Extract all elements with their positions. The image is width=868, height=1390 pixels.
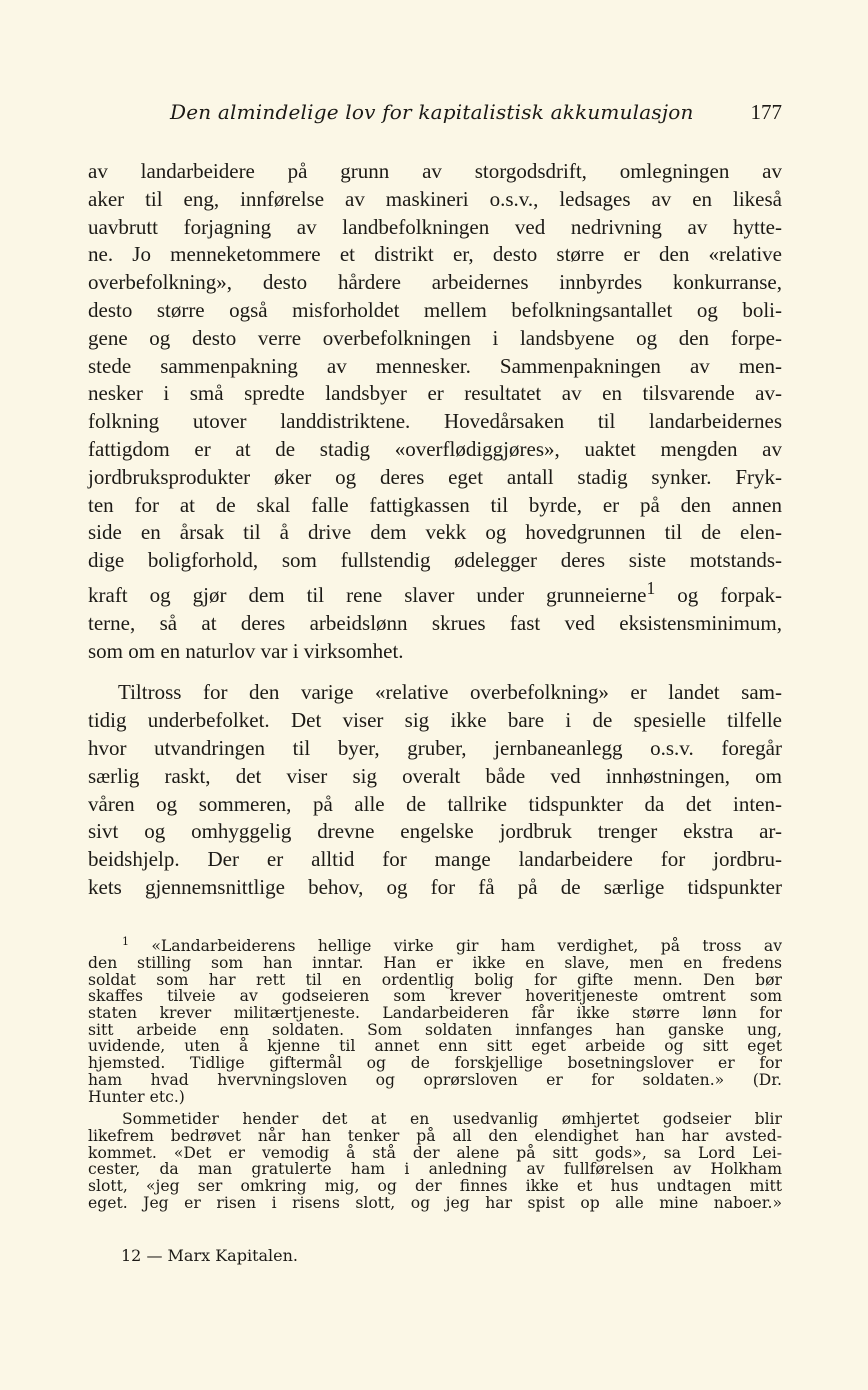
text-line: våren og sommeren, på alle de tallrike tidspunkter da det inten- [88, 791, 782, 816]
text-line-with-footnote-ref [88, 575, 782, 610]
footnote-ref[interactable]: 1 [646, 577, 656, 598]
text-line: som om en naturlov var i virksomhet. [88, 638, 404, 663]
text-line: kets gjennemsnittlige behov, og for få på de særlige tidspunkter [88, 874, 782, 899]
text-line: uavbrutt forjagning av landbefolkningen ved nedrivning av hytte- [88, 214, 782, 239]
footnote-line: Sommetider hender det at en usedvanlig ømhjertet godseier blir [122, 1110, 782, 1129]
text-line: terne, så at deres arbeidslønn skrues fast ved eksistensminimum, [88, 610, 782, 635]
footnote-line: kommet. «Det er vemodig å stå der alene på sitt gods», sa Lord Lei- [88, 1143, 782, 1162]
text-line: folkning utover landdistriktene. Hovedårsaken til landarbeidernes [88, 409, 782, 434]
text-line: ne. Jo menneketommere et distrikt er, desto større er den «relative [88, 242, 782, 267]
footnote-line: sitt arbeide enn soldaten. Som soldaten innfanges han ganske ung, [88, 1020, 782, 1039]
footnote-line: eget. Jeg er risen i risens slott, og jeg har spist op alle mine naboer.» [88, 1193, 782, 1212]
text-line: nesker i små spredte landsbyer er resultatet av en tilsvarende av- [88, 381, 782, 406]
text-line: fattigdom er at de stadig «overflødiggjøres», uaktet mengden av [88, 436, 782, 461]
signature-line: 12 — Marx Kapitalen. [121, 1246, 299, 1265]
footnote-marker: 1 [122, 935, 129, 948]
footnote-line: skaffes tilveie av godseieren som krever hoveritjeneste omtrent som [88, 987, 782, 1006]
text-line: stede sammenpakning av mennesker. Sammenpakningen av men- [88, 353, 782, 378]
footnote-line: slott, «jeg ser omkring mig, og der finnes ikke et hus undtagen mitt [88, 1177, 782, 1196]
footnote-line: likefrem bedrøvet når han tenker på all den elendighet han har avsted- [88, 1126, 782, 1145]
text-segment: «Landarbeiderens hellige virke gir ham verdighet, på tross av [129, 937, 782, 956]
footnote-line: cester, da man gratulerte ham i anledning av fullførelsen av Holkham [88, 1160, 782, 1179]
text-line: gene og desto verre overbefolkningen i landsbyene og den forpe- [88, 325, 782, 350]
footnote-line: soldat som har rett til en ordentlig bolig for gifte menn. Den bør [88, 970, 782, 989]
text-line: aker til eng, innførelse av maskineri o.s.v., ledsages av en likeså [88, 186, 782, 211]
footnote-line [88, 934, 782, 955]
text-line: jordbruksprodukter øker og deres eget antall stadig synker. Fryk- [88, 464, 782, 489]
text-line: Tiltross for den varige «relative overbefolkning» er landet sam- [118, 680, 782, 705]
text-segment: kraft og gjør dem til rene slaver under grunneierne [88, 582, 647, 607]
footnote-line: den stilling som han inntar. Han er ikke en slave, men en fredens [88, 953, 782, 972]
text-line: særlig raskt, det viser sig overalt både ved innhøstningen, om [88, 763, 782, 788]
main-text [88, 158, 782, 902]
text-line: side en årsak til å drive dem vekk og hovedgrunnen til de elen- [88, 520, 782, 545]
text-line: av landarbeidere på grunn av storgodsdrift, omlegningen av [88, 159, 782, 183]
text-line: desto større også misforholdet mellem befolkningsantallet og boli- [88, 297, 782, 322]
footnote-line: uvidende, uten å kjenne til annet enn sitt eget arbeide og sitt eget [88, 1037, 782, 1056]
text-line: sivt og omhyggelig drevne engelske jordbruk trenger ekstra ar- [88, 819, 782, 844]
running-title: Den almindelige lov for kapitalistisk akkumulasjon [170, 100, 694, 124]
text-line: hvor utvandringen til byer, gruber, jernbaneanlegg o.s.v. foregår [88, 735, 782, 760]
footnote-line: staten krever militærtjeneste. Landarbeideren får ikke større lønn for [88, 1004, 782, 1022]
page-number: 177 [750, 100, 782, 124]
footnotes [88, 934, 782, 1211]
text-line: tidig underbefolket. Det viser sig ikke bare i de spesielle tilfelle [88, 708, 782, 733]
text-line: dige boligforhold, som fullstendig ødelegger deres siste motstands- [88, 548, 782, 573]
footnote-line: hjemsted. Tidlige giftermål og de forskjellige bosetningslover er for [88, 1054, 782, 1073]
text-line: ten for at de skal falle fattigkassen til byrde, er på den annen [88, 492, 782, 517]
text-segment: og forpak- [655, 582, 782, 607]
footnote-line: Hunter etc.) [88, 1087, 185, 1106]
text-line: beidshjelp. Der er alltid for mange landarbeidere for jordbru- [88, 847, 782, 872]
footnote-line: ham hvad hvervningsloven og oprørsloven er for soldaten.» (Dr. [88, 1070, 782, 1089]
text-line: overbefolkning», desto hårdere arbeidernes innbyrdes konkurranse, [88, 270, 782, 295]
page-header [90, 100, 782, 134]
